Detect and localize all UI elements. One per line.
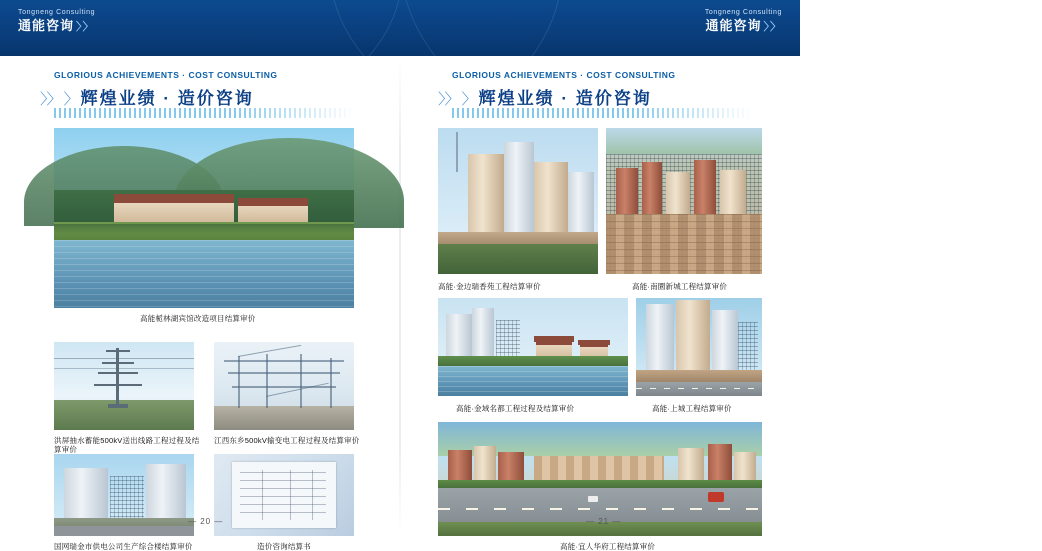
page-title-cn <box>40 84 254 109</box>
page-sheet <box>0 56 800 551</box>
brand-logo-right <box>705 9 782 35</box>
photo-high-rise-tower <box>636 298 762 396</box>
brand-logo-left <box>18 9 95 35</box>
photo-transmission-tower <box>54 342 194 430</box>
page-title-cn <box>438 84 652 109</box>
brand-name-cn-text: 通能咨询 <box>705 17 762 33</box>
photo-caption: 高能·南圜新城工程结算审价 <box>632 282 728 291</box>
page-title-cn-text: 辉煌业绩 · 造价咨询 <box>80 89 254 108</box>
right-page <box>400 56 800 551</box>
dotted-rule <box>54 108 354 118</box>
photo-residential-complex-b <box>606 128 762 274</box>
photo-caption: 国网瑞金市供电公司生产综合楼结算审价 <box>54 542 193 551</box>
photo-caption: 高能栀林湖宾馆改造项目结算审价 <box>140 314 256 323</box>
photo-caption: 高能·金域名都工程过程及结算审价 <box>456 404 575 413</box>
page-title-en: GLORIOUS ACHIEVEMENTS · COST CONSULTING <box>452 70 676 80</box>
brand-name-cn <box>18 18 95 35</box>
photo-caption: 高能·金边瑞香苑工程结算审价 <box>438 282 541 291</box>
chevron-icon: 〉〉 〉 <box>438 91 476 108</box>
photo-residential-complex-a <box>438 128 598 274</box>
page-title-cn-text: 辉煌业绩 · 造价咨询 <box>478 89 652 108</box>
photo-office-building <box>54 454 194 536</box>
brand-arrows-icon: 〉〉 <box>76 20 95 33</box>
photo-caption: 造价咨询结算书 <box>257 542 311 551</box>
photo-caption: 江西东乡500kV输变电工程过程及结算审价 <box>214 436 360 445</box>
brand-name-en: Tongneng Consulting <box>18 9 96 16</box>
photo-settlement-document <box>214 454 354 536</box>
header-band <box>0 0 800 56</box>
brand-name-cn <box>705 18 782 35</box>
photo-caption: 高能·宜人华府工程结算审价 <box>560 542 656 551</box>
page-number: — 21 — <box>586 517 622 526</box>
photo-caption: 高能·上城工程结算审价 <box>652 404 732 413</box>
brand-name-en: Tongneng Consulting <box>704 9 782 16</box>
dotted-rule <box>452 108 752 118</box>
photo-waterfront-estate <box>438 298 628 396</box>
photo-substation <box>214 342 354 430</box>
left-page <box>0 56 400 551</box>
photo-hotel-lake <box>54 128 354 308</box>
brand-name-cn-text: 通能咨询 <box>18 17 75 33</box>
photo-caption: 洪屏抽水蓄能500kV送出线路工程过程及结算审价 <box>54 436 200 455</box>
brand-arrows-icon: 〉〉 <box>763 20 782 33</box>
page-number: — 20 — <box>188 517 224 526</box>
chevron-icon: 〉〉 〉 <box>40 91 78 108</box>
page-title-en: GLORIOUS ACHIEVEMENTS · COST CONSULTING <box>54 70 278 80</box>
